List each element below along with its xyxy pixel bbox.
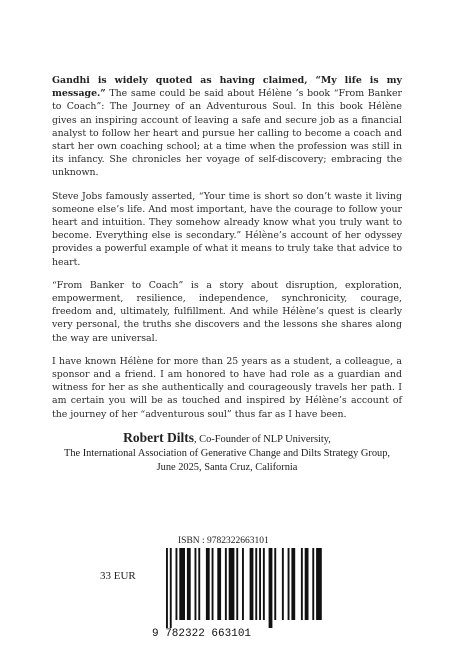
paragraph-3: “From Banker to Coach” is a story about disruption, exploration, empowerment, resilience, independence, synchronicity, courage, freedom and, ultimately, fulfillment. And while Hélène’s quest is clearly very personal, the truths she discovers and the lessons she shares along the way are universal. bbox=[52, 279, 402, 344]
barcode-bar bbox=[179, 548, 185, 620]
barcode-bar bbox=[259, 548, 261, 620]
barcode-bar bbox=[198, 548, 200, 620]
paragraph-2: Steve Jobs famously asserted, “Your time is short so don’t waste it living someone else’s life. And most important, have the courage to follow your heart and intuition. They somehow already know what you truly want to become. Everything else is secondary.” Hélène’s account of her odyssey provides a powerful example of what it means to truly take that advice to heart. bbox=[52, 190, 402, 268]
paragraph-1 bbox=[52, 74, 402, 180]
isbn-label: ISBN : 9782322663101 bbox=[178, 536, 269, 546]
paragraph-4: I have known Hélène for more than 25 years as a student, a colleague, a sponsor and a friend. I am honored to have had role as a guardian and witness for her as she authentically and courageously travels her path. I am certain you will be as touched and inspired by Hélène’s account of the journey of her “adventurous soul” thus far as I have been. bbox=[52, 355, 402, 420]
barcode-bar bbox=[288, 548, 290, 620]
barcode-bar bbox=[274, 548, 276, 620]
barcode-bar bbox=[301, 548, 303, 620]
signature-block bbox=[52, 431, 402, 475]
barcode-bar bbox=[269, 548, 273, 628]
author-role: , Co-Founder of NLP University, bbox=[193, 433, 331, 445]
barcode bbox=[152, 548, 332, 638]
barcode-bar bbox=[316, 548, 322, 620]
signature-date: June 2025, Santa Cruz, California bbox=[156, 461, 298, 473]
barcode-bar bbox=[242, 548, 244, 620]
barcode-bar bbox=[250, 548, 254, 620]
barcode-bar bbox=[166, 548, 168, 628]
barcode-bar bbox=[217, 548, 221, 620]
barcode-bar bbox=[212, 548, 214, 620]
barcode-bar bbox=[312, 548, 314, 620]
barcode-bar bbox=[255, 548, 257, 620]
barcode-bar bbox=[225, 548, 227, 620]
barcode-digits: 9 782322 663101 bbox=[152, 628, 252, 640]
opening-quote: Gandhi is widely quoted as having claimed, “My life is my message.” bbox=[52, 75, 402, 100]
price-label: 33 EUR bbox=[100, 570, 136, 582]
endorsement-text bbox=[52, 74, 402, 475]
barcode-bar bbox=[195, 548, 197, 620]
barcode-bar bbox=[229, 548, 235, 620]
barcode-bar bbox=[176, 548, 178, 620]
barcode-bars bbox=[152, 548, 332, 628]
barcode-bar bbox=[206, 548, 210, 620]
author-name: Robert Dilts bbox=[123, 429, 194, 445]
barcode-bar bbox=[236, 548, 238, 620]
barcode-bar bbox=[305, 548, 309, 620]
paragraph-1-body: The same could be said about Hélène ’s book “From Banker to Coach”: The Journey of an Adventurous Soul. In this book Hélène gives an inspiring account of leaving a safe and secure job as a financial analyst to follow her heart and pursue her calling to become a coach and start her own coaching school; at a time when the profession was still in its infancy. She chronicles her voyage of self-discovery; embracing the unknown. bbox=[52, 88, 402, 179]
barcode-bar bbox=[282, 548, 284, 620]
barcode-bar bbox=[263, 548, 265, 620]
barcode-bar bbox=[291, 548, 295, 620]
barcode-bar bbox=[170, 548, 172, 628]
barcode-bar bbox=[187, 548, 191, 620]
author-organization: The International Association of Generative Change and Dilts Strategy Group, bbox=[63, 447, 391, 459]
signature-line-1 bbox=[52, 431, 402, 447]
